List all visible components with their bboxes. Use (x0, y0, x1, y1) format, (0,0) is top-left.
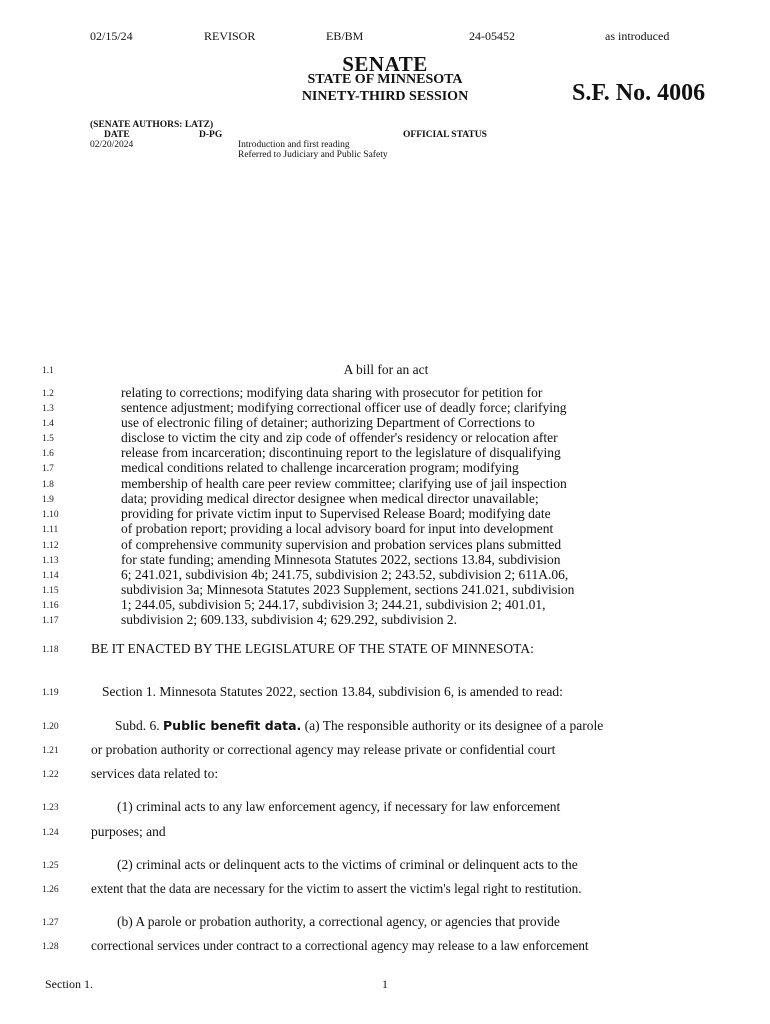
line-number: 1.7 (42, 464, 54, 474)
bill-number: S.F. No. 4006 (572, 80, 706, 106)
line-number: 1.15 (42, 586, 59, 596)
bill-description-line: providing for private victim input to Supervised Release Board; modifying date (121, 506, 551, 521)
line-number: 1.20 (42, 722, 59, 732)
bill-description-line: use of electronic filing of detainer; authorizing Department of Corrections to (121, 415, 535, 430)
date-column-header: DATE (104, 130, 130, 140)
body-line: or probation authority or correctional agency may release private or confidential court (91, 742, 556, 757)
line-number: 1.18 (42, 645, 59, 655)
bill-description-line: sentence adjustment; modifying correctional officer use of deadly force; clarifying (121, 400, 567, 415)
session-title: NINETY-THIRD SESSION (301, 89, 469, 104)
line-number: 1.3 (42, 404, 54, 414)
status-date: 02/20/2024 (90, 140, 134, 150)
bill-description-line: for state funding; amending Minnesota Statutes 2022, sections 13.84, subdivision (121, 552, 561, 567)
footer-section: Section 1. (45, 977, 93, 991)
bill-description-line: subdivision 3a; Minnesota Statutes 2023 Supplement, sections 241.021, subdivision (121, 582, 575, 597)
dpg-column-header: D-PG (199, 130, 223, 140)
bill-description-line: 1; 244.05, subdivision 5; 244.17, subdivision 3; 244.21, subdivision 2; 401.01, (121, 597, 546, 612)
header-status: as introduced (605, 29, 670, 43)
line-number: 1.19 (42, 688, 59, 698)
line-number: 1.9 (42, 495, 54, 505)
line-number: 1.22 (42, 770, 59, 780)
subdivision-label: Subd. 6. (115, 718, 164, 733)
bill-title: A bill for an act (343, 362, 429, 377)
header-initials: EB/BM (326, 29, 364, 43)
body-line: correctional services under contract to a correctional agency may release to a law enforcement (91, 938, 589, 953)
bill-description-line: release from incarceration; discontinuing report to the legislature of disqualifying (121, 445, 561, 460)
line-number: 1.26 (42, 885, 59, 895)
line-number: 1.1 (42, 366, 54, 376)
line-number: 1.13 (42, 556, 59, 566)
authors-label: (SENATE AUTHORS: LATZ) (90, 120, 214, 130)
status-column-header: OFFICIAL STATUS (403, 130, 487, 140)
bill-description-line: relating to corrections; modifying data sharing with prosecutor for petition for (121, 385, 543, 400)
line-number: 1.12 (42, 541, 59, 551)
state-title: STATE OF MINNESOTA (307, 72, 463, 87)
bill-description-line: disclose to victim the city and zip code of offender's residency or relocation after (121, 430, 558, 445)
header-revisor: REVISOR (204, 29, 256, 43)
subdivision-title: Public benefit data. (163, 718, 302, 733)
bill-description-line: medical conditions related to challenge incarceration program; modifying (121, 460, 519, 475)
line-number: 1.14 (42, 571, 59, 581)
bill-description-line: of comprehensive community supervision and probation services plans submitted (121, 537, 562, 552)
enacting-clause: BE IT ENACTED BY THE LEGISLATURE OF THE STATE OF MINNESOTA: (91, 641, 534, 656)
header-date: 02/15/24 (90, 29, 133, 43)
line-number: 1.6 (42, 449, 54, 459)
line-number: 1.25 (42, 861, 59, 871)
body-line: purposes; and (91, 824, 166, 839)
body-line: (1) criminal acts to any law enforcement agency, if necessary for law enforcement (117, 799, 561, 814)
line-number: 1.24 (42, 828, 59, 838)
line-number: 1.11 (42, 525, 59, 535)
body-line: extent that the data are necessary for the victim to assert the victim's legal right to restitution. (91, 881, 582, 896)
line-number: 1.17 (42, 616, 59, 626)
status-line-2: Referred to Judiciary and Public Safety (238, 150, 388, 160)
body-line: (2) criminal acts or delinquent acts to the victims of criminal or delinquent acts to the (117, 857, 578, 872)
line-number: 1.28 (42, 942, 59, 952)
bill-description-line: 6; 241.021, subdivision 4b; 241.75, subdivision 2; 243.52, subdivision 2; 611A.06, (121, 567, 569, 582)
line-number: 1.21 (42, 746, 59, 756)
line-number: 1.27 (42, 918, 59, 928)
section-heading: Section 1. Minnesota Statutes 2022, section 13.84, subdivision 6, is amended to read: (102, 684, 563, 699)
body-line: (b) A parole or probation authority, a correctional agency, or agencies that provide (117, 914, 560, 929)
subdivision-heading (115, 718, 603, 734)
line-number: 1.4 (42, 419, 54, 429)
line-number: 1.10 (42, 510, 59, 520)
line-number: 1.16 (42, 601, 59, 611)
header-doc-number: 24-05452 (469, 29, 515, 43)
bill-description-line: subdivision 2; 609.133, subdivision 4; 629.292, subdivision 2. (121, 612, 458, 627)
bill-description-line: of probation report; providing a local advisory board for input into development (121, 521, 554, 536)
line-number: 1.8 (42, 480, 54, 490)
senate-title: SENATE (342, 52, 428, 76)
page-number: 1 (382, 977, 388, 991)
status-line-1: Introduction and first reading (238, 140, 350, 150)
line-number: 1.23 (42, 803, 59, 813)
line-number: 1.2 (42, 389, 54, 399)
bill-description-line: membership of health care peer review committee; clarifying use of jail inspection (121, 476, 567, 491)
line-number: 1.5 (42, 434, 54, 444)
subdivision-text: (a) The responsible authority or its designee of a parole (301, 718, 604, 733)
bill-description-line: data; providing medical director designee when medical director unavailable; (121, 491, 539, 506)
body-line: services data related to: (91, 766, 219, 781)
